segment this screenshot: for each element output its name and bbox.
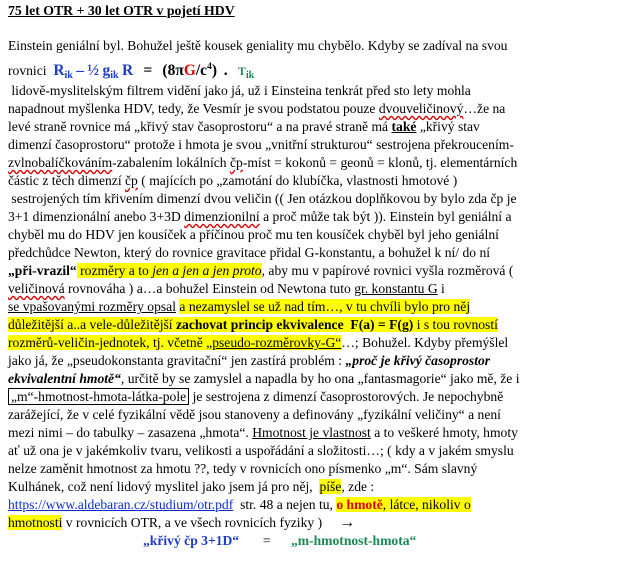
text-line-5: levé straně rovnice má „křivý stav časoprostoru“ a na pravé straně má také „křivý stav xyxy=(8,119,480,134)
text-line-1: Einstein geniální byl. Bohužel ještě kousek geniality mu chybělo. Kdyby se zadíval na svou xyxy=(8,38,508,53)
boxed-term: „m“-hmotnost-hmota-látka-pole xyxy=(8,388,189,405)
equation-minus: – xyxy=(76,62,85,79)
equation-open: (8π xyxy=(162,62,184,79)
text-line-11: chyběl mu do HDV jen kousíček a příčinou proč mu ten kousíček chyběl byl jeho geniální xyxy=(8,227,499,242)
text-line-4: napadnout myšlenka HDV, tedy, že Vesmír je svou podstatou pouze dvouveličinový…že na xyxy=(8,101,506,116)
text-line-26: https://www.aldebaran.cz/studium/otr.pdf str. 48 a nejen tu, o hmotě, látce, nikoliv o xyxy=(8,497,471,512)
metric-tensor: gik xyxy=(102,62,119,81)
text-line-20: „m“-hmotnost-hmota-látka-pole je sestrojena z dimenzí časoprostorových. Je nepochybně xyxy=(8,388,503,406)
text-line-25: Kulhánek, což není lidový myslitel jako jsem já pro něj, píše, zde : xyxy=(8,479,375,494)
ricci-tensor: Rik xyxy=(53,62,73,81)
text-line-16: důležitější a..a vele-důležitější zachovat princip ekvivalence F(a) = F(g) i s tou rovností xyxy=(8,317,498,332)
document-title: 75 let OTR + 30 let OTR v pojetí HDV xyxy=(8,3,235,18)
text-line-7: zvlnobalíčkováním-zabalením lokálních čp-míst = kokonů = geonů = klonů, tj. elementárních xyxy=(8,155,518,170)
text-line-13: „při-vrazil“ rozměry a to jen a jen a jen proto, aby mu v papírové rovnici vyšla rozměrová ( xyxy=(8,263,514,278)
text-line-18: jako já, že „pseudokonstanta gravitační“ jen zastírá problém : „proč je křivý časoprostor xyxy=(8,353,491,368)
text-line-17: rozměrů-veličin-jednotek, tj. včetně „pseudo-rozměrovky-G“…; Bohužel. Kdyby přemýšlel xyxy=(8,335,509,350)
text-line-12: předchůdce Newton, který do rovnice gravitace přidal G-konstantu, a bohužel k ní/ do ní xyxy=(8,245,491,260)
equation-c-exponent: 4 xyxy=(207,62,212,72)
equation-c: /c xyxy=(195,62,208,79)
equation-prefix: rovnici xyxy=(8,63,47,78)
text-line-23: ať už ona je v jakémkoliv tvaru, velikosti a uspořádání a složitosti…; ( kdy a v jakém smyslu xyxy=(8,443,514,458)
text-line-6: dimenzí časoprostoru“ protože i hmota je svou „vnitřní strukturou“ sestrojena překroucením- xyxy=(8,137,514,152)
equation-half: ½ xyxy=(87,62,100,79)
text-line-14: veličinová rovnováha ) a…a bohužel Einstein od Newtona tuto gr. konstantu G i xyxy=(8,281,445,296)
text-line-15: se vpašovanými rozměry opsal a nezamyslel se už nad tím…, v tu chvíli bylo pro něj xyxy=(8,299,471,314)
text-line-8: částic z těch dimenzí čp ( majících po „zamotání do klubíčka, vlastnosti hmotové ) xyxy=(8,173,458,188)
text-line-27: hmotnosti v rovnicích OTR, a ve všech rovnicích fyziky ) → xyxy=(8,514,356,531)
ricci-scalar: R xyxy=(121,62,134,79)
stress-energy-tensor: $T_{ik}$ xyxy=(237,64,255,81)
text-line-21: zarážející, že v celé fyzikální vědě jsou stanoveny a definovány „fyzikální veličiny“ a není xyxy=(8,407,501,422)
text-line-3: lidově-myslitelským filtrem vidění jako já, už i Einsteina tenkrát před sto lety mohla xyxy=(11,83,471,98)
summary-line: „křivý čp 3+1D“ = „m-hmotnost-hmota“ xyxy=(143,533,417,548)
text-line-22: mezi nimi – do tabulky – zasazena „hmota“. Hmotnost je vlastnost a to veškeré hmoty, hmoty xyxy=(8,425,518,440)
gravitational-constant: G xyxy=(183,62,196,79)
equation-close: ) xyxy=(211,62,217,79)
text-line-9: sestrojených tím křivením dimenzí dvou veličin (( Jen otázkou doplňkovou by bylo zda čp je xyxy=(11,191,517,206)
aldebaran-link[interactable]: https://www.aldebaran.cz/studium/otr.pdf xyxy=(8,497,234,512)
text-line-10: 3+1 dimenzionální anebo 3+3D dimenzionilní a proč může tak být )). Einstein byl geniální a xyxy=(8,209,512,224)
text-line-19: ekvivalentní hmotě“, určitě by se zamyslel a napadla by ho ona „fantasmagorie“ jako mě, že i xyxy=(8,371,520,386)
equation-equals: = xyxy=(143,62,153,79)
equation-dot: . xyxy=(223,62,228,79)
arrow-right-icon: → xyxy=(339,514,356,531)
text-line-24: nelze zaměnit hmotnost za hmotu ??, tedy v rovnicích ono písmenko „m“. Sám slavný xyxy=(8,461,478,476)
